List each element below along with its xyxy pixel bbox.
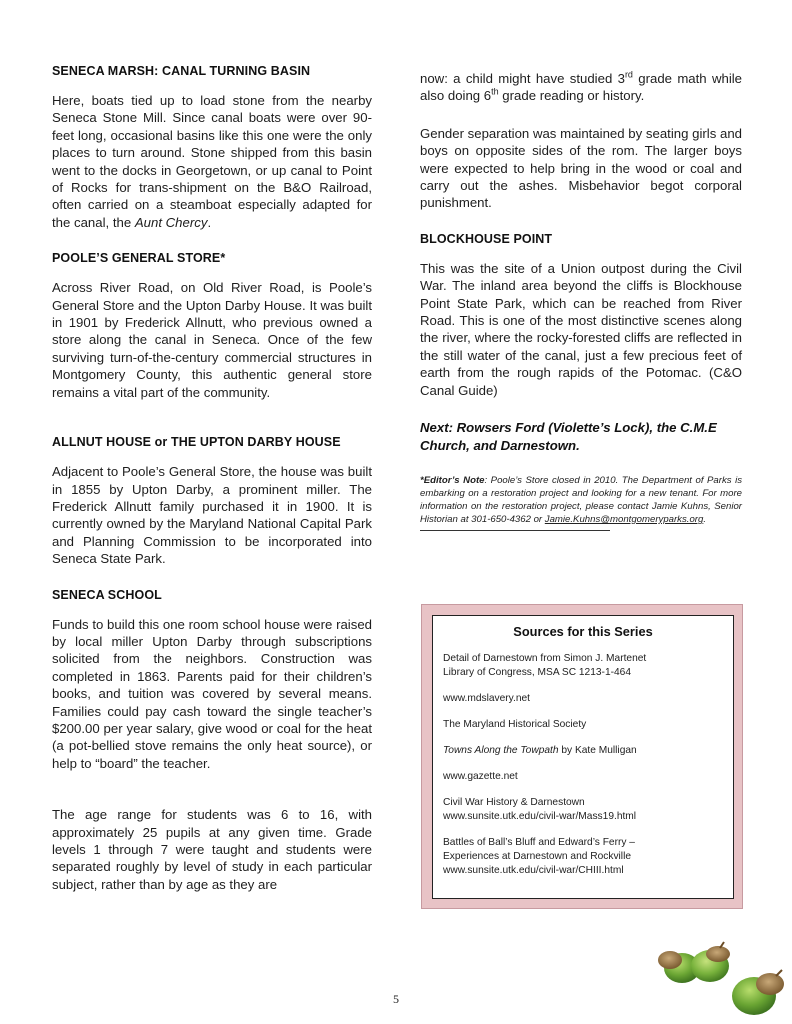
source-item: Battles of Ball’s Bluff and Edward’s Ferry – Experiences at Darnestown and Rockville www.sunsite.utk.edu/civil-war/CHIII.html <box>443 837 635 876</box>
source-item: www.mdslavery.net <box>443 693 530 704</box>
next-installment: Next: Rowsers Ford (Violette’s Lock), the C.M.E Church, and Darnestown. <box>420 420 717 453</box>
source-item: www.gazette.net <box>443 771 518 782</box>
seneca-school-paragraph-2: The age range for students was 6 to 16, with approximately 25 pupils at any given time. Grade levels 1 through 7 were taught and students were separated roughly by level of study in each particular subject, rather than by age as they are <box>52 807 372 892</box>
sources-box <box>432 615 734 899</box>
editors-note-rule <box>420 530 610 531</box>
blockhouse-point-paragraph: This was the site of a Union outpost during the Civil War. The inland area beyond the cliffs is Blockhouse Point State Park, which can be reached from River Road. This is one of the most distinctive scenes along the river, where the rocky-forested cliffs are reflected in the still water of the canal, just a few precious feet of earth from the rough rapids of the Potomac. (C&O Canal Guide) <box>420 260 742 398</box>
source-item: Towns Along the Towpath by Kate Mulligan <box>443 745 637 756</box>
editors-note: *Editor’s Note: Poole’s Store closed in 2010. The Department of Parks is embarking on a restoration project and looking for a new tenant. For more information on the restoration project, please contact Jamie Kuhns, Senior Historian at 301-650-4362 or Jamie.Kuhns@montgomeryparks.org. <box>420 474 742 525</box>
page-number: 5 <box>393 992 399 1006</box>
blockhouse-point-heading: BLOCKHOUSE POINT <box>420 231 553 246</box>
pooles-store-paragraph: Across River Road, on Old River Road, is Poole’s General Store and the Upton Darby House. It was built in 1901 by Frederick Allnutt, who previous owned a store along the canal in Seneca. Once of the few surviving turn-of-the-century commercial structures in Montgomery County, this authentic general store remains a vital part of the community. <box>52 280 372 400</box>
allnut-house-paragraph: Adjacent to Poole’s General Store, the house was built in 1855 by Upton Darby, a prominent miller. The Frederick Allnutt family purchased it in 1900. It is currently owned by the Maryland National Capital Park and Planning Commission to be incorporated into Seneca State Park. <box>52 464 372 567</box>
source-item: Civil War History & Darnestown www.sunsite.utk.edu/civil-war/Mass19.html <box>443 797 637 822</box>
seneca-school-heading: SENECA SCHOOL <box>52 587 162 602</box>
source-item: Detail of Darnestown from Simon J. Martenet Library of Congress, MSA SC 1213-1-464 <box>443 653 647 678</box>
editor-email-link[interactable]: Jamie.Kuhns@montgomeryparks.org <box>544 513 704 525</box>
gender-separation-paragraph: Gender separation was maintained by seating girls and boys on opposite sides of the rom. The larger boys were expected to help bring in the wood or coal and carry out the ashes. Misbehavior begot corporal punishment. <box>420 125 742 211</box>
pooles-store-heading: POOLE’S GENERAL STORE* <box>52 251 226 266</box>
seneca-marsh-heading: SENECA MARSH: CANAL TURNING BASIN <box>52 64 311 78</box>
seneca-marsh-paragraph: Here, boats tied up to load stone from the nearby Seneca Stone Mill. Since canal boats were over 90-feet long, occasional basins like this one were the only places to turn around. Stone shipped from this basin went to the docks in Georgetown, or up canal to Point of Rocks for trans-shipment on the B&O Railroad, often carried on a steamboat especially adapted for the canal, the Aunt Chercy. <box>52 93 372 230</box>
sources-title: Sources for this Series <box>513 624 653 639</box>
seneca-school-paragraph-1: Funds to build this one room school house were raised by local miller Upton Darby through subscriptions solicited from the neighbors. Construction was completed in 1863. Parents paid for their children’s books, and tuition was covered by several means. Families could pay cash toward the single teacher’s $200.00 per year salary, give wood or coal for the heat (a pot-bellied stove remains the only heat source), or help to “board” the teacher. <box>52 616 372 771</box>
source-item: The Maryland Historical Society <box>443 719 587 730</box>
sources-frame <box>421 604 743 909</box>
left-column <box>52 64 372 913</box>
school-continued-paragraph: now: a child might have studied 3rd grade math while also doing 6th grade reading or history. <box>420 69 743 104</box>
acorns-icon <box>652 930 792 1024</box>
allnut-house-heading: ALLNUT HOUSE or THE UPTON DARBY HOUSE <box>52 435 341 450</box>
right-column <box>420 70 742 531</box>
